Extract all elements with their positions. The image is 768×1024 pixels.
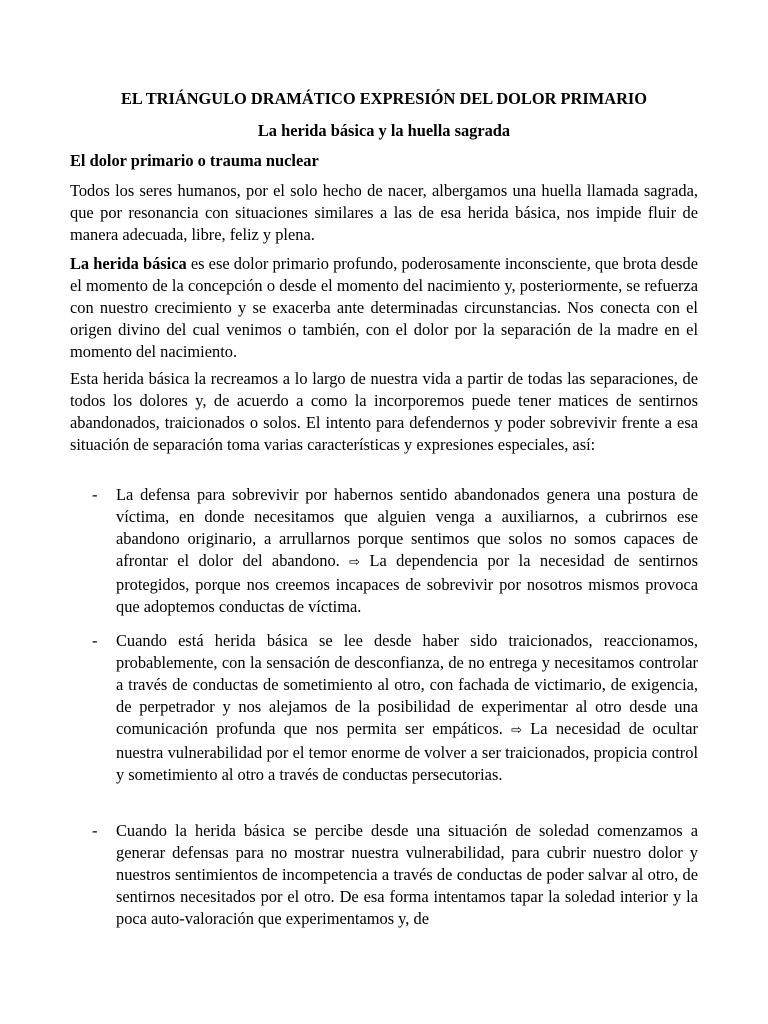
paragraph-2-bold-lead: La herida básica: [70, 254, 187, 273]
bullet-dash: -: [92, 821, 98, 840]
bullet-1-after: La dependencia por la necesidad de sentirnos protegidos, porque nos creemos incapaces de sobrevivir por nosotros mismos provoca que adoptemos conductas de víctima.: [116, 551, 698, 616]
bullet-text-3: [116, 820, 698, 930]
bullet-2-after: La necesidad de ocultar nuestra vulnerabilidad por el temor enorme de volver a ser traicionados, propicia control y sometimiento al otro a través de conductas persecutorias.: [116, 719, 698, 784]
paragraph-1: Todos los seres humanos, por el solo hecho de nacer, albergamos una huella llamada sagrada, que por resonancia con situaciones similares a las de esa herida básica, nos impide fluir de manera adecuada, libre, feliz y plena.: [70, 181, 698, 244]
bullet-dash: -: [92, 631, 98, 650]
right-arrow-icon: ⇨: [349, 555, 361, 570]
bullet-1-before: La defensa para sobrevivir por habernos sentido abandonados genera una postura de víctima, en donde necesitamos que alguien venga a auxiliarnos, a cubrirnos ese abandono originario, a arrullarnos porque sentimos que solos no somos capaces de afrontar el dolor del abandono.: [116, 485, 698, 570]
bullet-text-1: [116, 484, 698, 618]
paragraph-3: Esta herida básica la recreamos a lo largo de nuestra vida a partir de todas las separaciones, de todos los dolores y, de acuerdo a como la incorporemos puede tener matices de sentirnos abandonados, traicionados o solos. El intento para defendernos y poder sobrevivir frente a esa situación de separación toma varias características y expresiones especiales, así:: [70, 369, 698, 454]
bullet-dash: -: [92, 485, 98, 504]
document-subtitle: La herida básica y la huella sagrada: [257, 121, 511, 140]
section-heading: El dolor primario o trauma nuclear: [70, 151, 319, 170]
right-arrow-icon: ⇨: [511, 723, 523, 738]
bullet-3-before: Cuando la herida básica se percibe desde una situación de soledad comenzamos a generar defensas para no mostrar nuestra vulnerabilidad, para cubrir nuestro dolor y nuestros sentimientos de incompetencia a través de conductas de poder salvar al otro, de sentirnos necesitados por el otro. De esa forma intentamos tapar la soledad interior y la poca auto-valoración que experimentamos y, de: [116, 821, 698, 928]
document-title: EL TRIÁNGULO DRAMÁTICO EXPRESIÓN DEL DOLOR PRIMARIO: [120, 89, 648, 108]
bullet-2-before: Cuando está herida básica se lee desde haber sido traicionados, reaccionamos, probablemente, con la sensación de desconfianza, de no entrega y necesitamos controlar a través de conductas de sometimiento al otro, con fachada de victimario, de exigencia, de perpetrador y nos alejamos de la posibilidad de experimentar al otro desde una comunicación profunda que nos permita ser empáticos.: [116, 631, 698, 738]
paragraph-2: [70, 253, 698, 363]
bullet-text-2: [116, 630, 698, 786]
paragraph-2-text: es ese dolor primario profundo, poderosamente inconsciente, que brota desde el momento de la concepción o desde el momento del nacimiento y, posteriormente, se refuerza con nuestro crecimiento y se exacerba ante determinadas circunstancias. Nos conecta con el origen divino del cual venimos o también, con el dolor por la separación de la madre en el momento del nacimiento.: [70, 254, 698, 361]
